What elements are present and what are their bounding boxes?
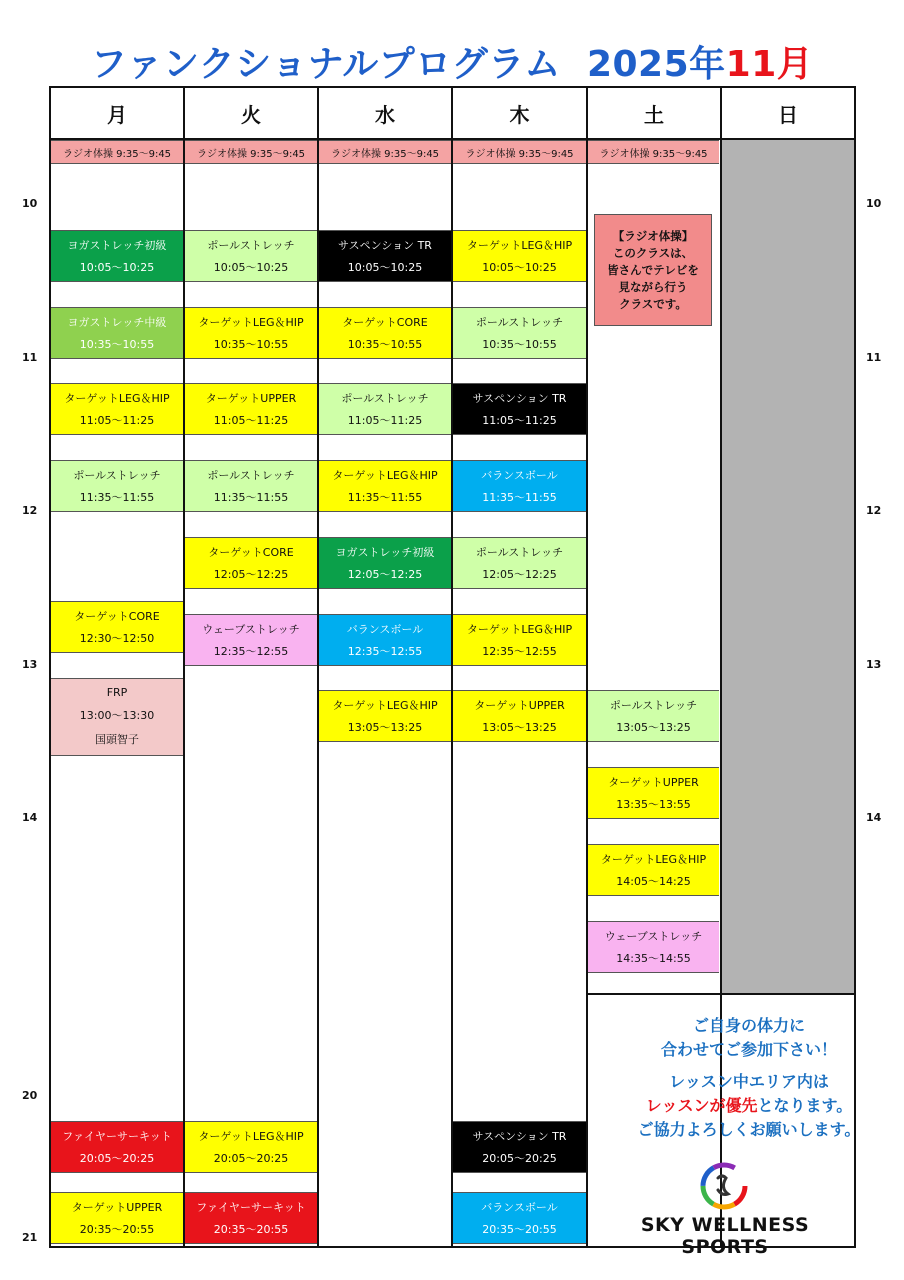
- class-block-tue[interactable]: [185, 537, 317, 589]
- radio-class-mon[interactable]: [51, 140, 183, 164]
- class-time: 12:30～12:50: [79, 631, 155, 645]
- class-time: 11:05～11:25: [347, 414, 423, 428]
- message-rest: となります。: [757, 1096, 853, 1115]
- class-block-tue[interactable]: [185, 1192, 317, 1244]
- class-name: ファイヤーサーキット: [62, 1129, 172, 1143]
- message-line: レッスン中エリア内は: [669, 1072, 829, 1091]
- message-line: [586, 1094, 904, 1118]
- radio-class-thu[interactable]: [453, 140, 586, 164]
- class-name: ターゲットLEG＆HIP: [64, 392, 170, 406]
- brand-name: SKY WELLNESS SPORTS: [640, 1214, 810, 1258]
- class-name: バランスボール: [346, 622, 424, 636]
- hour-label-left: 20: [22, 1089, 38, 1102]
- class-block-sat[interactable]: [588, 921, 719, 973]
- day-header-mon: 月: [107, 102, 127, 127]
- class-time: 10:05～10:25: [347, 260, 423, 274]
- hour-label-right: 10: [866, 197, 882, 210]
- class-block-thu[interactable]: [453, 460, 586, 512]
- class-block-tue[interactable]: [185, 614, 317, 666]
- class-name: ターゲットUPPER: [205, 392, 297, 406]
- hour-label-right: 14: [866, 811, 882, 824]
- class-block-mon[interactable]: [51, 230, 183, 282]
- class-time: 13:05～13:25: [616, 721, 691, 735]
- class-time: 11:35～11:55: [213, 491, 289, 505]
- class-name: ウェーブストレッチ: [202, 622, 300, 636]
- class-name: ポールストレッチ: [475, 545, 564, 559]
- class-block-tue[interactable]: [185, 1121, 317, 1173]
- class-time: 14:05～14:25: [616, 874, 691, 888]
- class-block-wed[interactable]: [319, 460, 451, 512]
- class-block-mon[interactable]: [51, 601, 183, 653]
- class-name: バランスボール: [481, 469, 558, 483]
- class-name: ヨガストレッチ初級: [335, 545, 435, 559]
- class-block-tue[interactable]: [185, 307, 317, 359]
- class-time: 13:05～13:25: [347, 721, 423, 735]
- hour-label-right: 11: [866, 351, 882, 364]
- message-line: ご自身の体力に: [692, 1016, 805, 1035]
- message-line: ご協力よろしくお願いします。: [637, 1120, 861, 1139]
- class-time: 20:35～20:55: [79, 1222, 155, 1236]
- hour-label-left: 13: [22, 658, 38, 671]
- title-year: 2025年: [586, 44, 726, 85]
- class-name: ヨガストレッチ中級: [67, 315, 167, 329]
- participation-message: [586, 1014, 904, 1062]
- radio-class-wed[interactable]: [319, 140, 451, 164]
- class-time: 13:00～13:30: [79, 708, 155, 722]
- class-time: 10:35～10:55: [79, 337, 155, 351]
- class-time: 10:35～10:55: [347, 337, 423, 351]
- class-time: 11:35～11:55: [482, 491, 557, 505]
- class-time: 20:05～20:25: [482, 1151, 557, 1165]
- class-time: 10:35～10:55: [482, 337, 557, 351]
- hour-label-left: 21: [22, 1231, 38, 1244]
- class-block-wed[interactable]: [319, 383, 451, 435]
- class-name: ラジオ体操 9:35～9:45: [196, 148, 306, 160]
- radio-class-tue[interactable]: [185, 140, 317, 164]
- class-block-wed[interactable]: [319, 230, 451, 282]
- day-header-wed: 水: [375, 102, 395, 127]
- day-header-thu: 木: [509, 102, 530, 127]
- class-name: ターゲットUPPER: [474, 699, 565, 713]
- title-main: ファンクショナルプログラム: [90, 44, 561, 85]
- hour-label-left: 14: [22, 811, 38, 824]
- note-line: 【ラジオ体操】: [612, 228, 694, 243]
- class-block-thu[interactable]: [453, 690, 586, 742]
- class-block-sat[interactable]: [588, 844, 719, 896]
- class-time: 10:05～10:25: [482, 260, 557, 274]
- class-time: 11:05～11:25: [482, 414, 557, 428]
- class-name: サスペンション TR: [338, 238, 432, 252]
- class-name: ターゲットLEG＆HIP: [600, 852, 707, 866]
- hour-label-left: 10: [22, 197, 38, 210]
- radio-class-sat[interactable]: [588, 140, 719, 164]
- class-name: ラジオ体操 9:35～9:45: [465, 148, 574, 160]
- class-block-wed[interactable]: [319, 690, 451, 742]
- class-name: ターゲットLEG＆HIP: [466, 238, 573, 252]
- class-time: 14:35～14:55: [616, 951, 691, 965]
- priority-message: [586, 1070, 904, 1142]
- class-name: ラジオ体操 9:35～9:45: [599, 148, 708, 160]
- class-name: ターゲットCORE: [342, 315, 428, 329]
- class-name: サスペンション TR: [472, 1129, 567, 1143]
- class-name: ターゲットLEG＆HIP: [332, 469, 438, 483]
- class-block-thu[interactable]: [453, 1192, 586, 1244]
- class-name: ポールストレッチ: [475, 315, 564, 329]
- sunday-closed-area: [722, 140, 854, 994]
- class-block-mon[interactable]: [51, 678, 183, 756]
- class-time: 12:05～12:25: [482, 567, 557, 581]
- class-name: ターゲットCORE: [208, 545, 294, 559]
- class-block-thu[interactable]: [453, 614, 586, 666]
- class-block-tue[interactable]: [185, 383, 317, 435]
- class-name: ターゲットLEG＆HIP: [198, 1129, 304, 1143]
- hour-label-left: 12: [22, 504, 38, 517]
- class-name: ポールストレッチ: [609, 699, 698, 713]
- class-name: ターゲットUPPER: [71, 1200, 163, 1214]
- class-time: 20:35～20:55: [213, 1222, 289, 1236]
- class-block-thu[interactable]: [453, 537, 586, 589]
- sky-wellness-logo-icon: [700, 1162, 748, 1210]
- class-block-thu[interactable]: [453, 383, 586, 435]
- class-time: 11:35～11:55: [347, 491, 423, 505]
- class-instructor: 国頭智子: [95, 733, 139, 747]
- note-line: クラスです。: [619, 296, 687, 311]
- class-block-tue[interactable]: [185, 230, 317, 282]
- class-time: 10:05～10:25: [79, 260, 155, 274]
- day-header-tue: 火: [241, 102, 261, 127]
- page-title: [0, 36, 904, 87]
- class-time: 11:35～11:55: [79, 491, 155, 505]
- class-block-sat[interactable]: [588, 767, 719, 819]
- hour-label-right: 12: [866, 504, 882, 517]
- class-block-sat[interactable]: [588, 690, 719, 742]
- class-name: ウェーブストレッチ: [604, 929, 703, 943]
- class-name: ポールストレッチ: [207, 238, 295, 252]
- class-name: ポールストレッチ: [73, 469, 161, 483]
- class-block-tue[interactable]: [185, 460, 317, 512]
- class-time: 10:05～10:25: [213, 260, 289, 274]
- title-month: 11月: [725, 44, 814, 85]
- class-block-wed[interactable]: [319, 614, 451, 666]
- class-time: 11:05～11:25: [79, 414, 155, 428]
- note-line: 見ながら行う: [618, 279, 688, 294]
- class-time: 20:05～20:25: [79, 1151, 155, 1165]
- class-time: 12:05～12:25: [213, 567, 289, 581]
- class-time: 13:05～13:25: [482, 721, 557, 735]
- class-time: 20:35～20:55: [482, 1222, 557, 1236]
- class-name: ポールストレッチ: [341, 392, 429, 406]
- hour-label-right: 13: [866, 658, 882, 671]
- class-name: ラジオ体操 9:35～9:45: [62, 148, 172, 160]
- class-name: ラジオ体操 9:35～9:45: [330, 148, 440, 160]
- class-time: 12:35～12:55: [347, 644, 423, 658]
- class-block-thu[interactable]: [453, 230, 586, 282]
- class-block-wed[interactable]: [319, 307, 451, 359]
- class-block-mon[interactable]: [51, 1192, 183, 1244]
- class-time: 12:05～12:25: [347, 567, 423, 581]
- class-name: ターゲットLEG＆HIP: [332, 699, 438, 713]
- class-time: 13:35～13:55: [616, 798, 691, 812]
- class-block-wed[interactable]: [319, 537, 451, 589]
- class-name: ターゲットLEG＆HIP: [466, 622, 573, 636]
- class-time: 20:05～20:25: [213, 1151, 289, 1165]
- class-name: FRP: [106, 685, 128, 699]
- class-time: 12:35～12:55: [213, 644, 289, 658]
- class-time: 11:05～11:25: [213, 414, 289, 428]
- message-emphasis: レッスンが優先: [645, 1096, 758, 1115]
- day-header-sat: 土: [644, 102, 664, 127]
- message-line: 合わせてご参加下さい！: [660, 1040, 837, 1059]
- class-block-thu[interactable]: [453, 1121, 586, 1173]
- class-block-mon[interactable]: [51, 460, 183, 512]
- class-block-thu[interactable]: [453, 307, 586, 359]
- class-name: ターゲットLEG＆HIP: [198, 315, 304, 329]
- day-header-sun: 日: [778, 102, 798, 127]
- class-time: 10:35～10:55: [213, 337, 289, 351]
- class-name: バランスボール: [481, 1200, 558, 1214]
- class-name: ターゲットCORE: [74, 609, 160, 623]
- note-line: このクラスは、: [612, 245, 694, 260]
- class-name: ターゲットUPPER: [608, 776, 699, 790]
- hour-label-left: 11: [22, 351, 38, 364]
- class-name: ファイヤーサーキット: [196, 1200, 306, 1214]
- class-name: ポールストレッチ: [207, 469, 295, 483]
- class-block-mon[interactable]: [51, 383, 183, 435]
- radio-note: [594, 214, 712, 326]
- note-line: 皆さんでテレビを: [607, 262, 699, 277]
- class-block-mon[interactable]: [51, 1121, 183, 1173]
- class-name: ヨガストレッチ初級: [67, 238, 167, 252]
- class-block-mon[interactable]: [51, 307, 183, 359]
- class-time: 12:35～12:55: [482, 644, 557, 658]
- class-name: サスペンション TR: [472, 392, 567, 406]
